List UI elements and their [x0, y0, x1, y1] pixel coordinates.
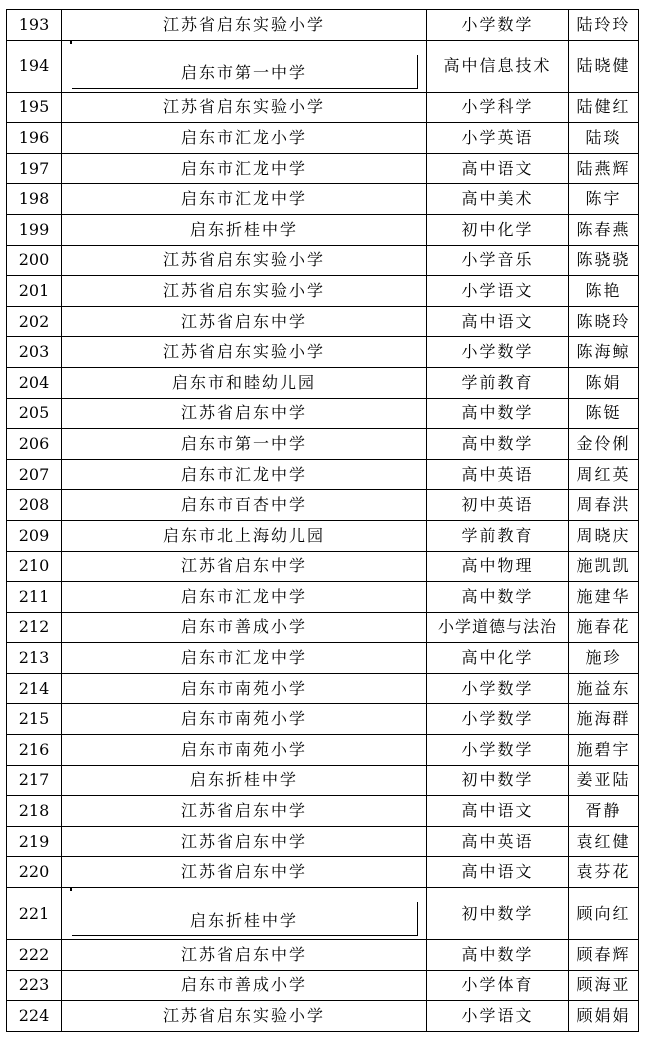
- subject-name: 高中英语: [427, 826, 569, 857]
- row-number: 220: [7, 857, 62, 888]
- school-name: 江苏省启东实验小学: [62, 10, 427, 41]
- row-number: 216: [7, 735, 62, 766]
- subject-name: 高中数学: [427, 940, 569, 971]
- roster-body: [7, 10, 639, 1032]
- table-row: [7, 643, 639, 674]
- school-name: 启东市善成小学: [62, 612, 427, 643]
- subject-name: 高中数学: [427, 429, 569, 460]
- row-number: 193: [7, 10, 62, 41]
- table-row: [7, 940, 639, 971]
- table-row: [7, 704, 639, 735]
- row-number: 218: [7, 796, 62, 827]
- table-row: [7, 306, 639, 337]
- table-row: [7, 184, 639, 215]
- subject-name: 高中语文: [427, 796, 569, 827]
- row-number: 212: [7, 612, 62, 643]
- row-number: 204: [7, 367, 62, 398]
- school-name: 启东市善成小学: [62, 970, 427, 1001]
- teacher-name: 陈艳: [569, 276, 639, 307]
- frame-corner-mark: [70, 888, 72, 891]
- teacher-name: 陆燕辉: [569, 153, 639, 184]
- subject-name: 小学体育: [427, 970, 569, 1001]
- school-name: 启东市百杏中学: [62, 490, 427, 521]
- table-row: [7, 214, 639, 245]
- row-number: 206: [7, 429, 62, 460]
- teacher-name: 顾向红: [569, 888, 639, 940]
- subject-name: 小学语文: [427, 276, 569, 307]
- school-name: 江苏省启东实验小学: [62, 337, 427, 368]
- teacher-name: 陆健红: [569, 92, 639, 123]
- row-number: 207: [7, 459, 62, 490]
- table-row: [7, 490, 639, 521]
- teacher-name: 施珍: [569, 643, 639, 674]
- row-number: 208: [7, 490, 62, 521]
- teacher-name: 陈娟: [569, 367, 639, 398]
- school-name: 江苏省启东实验小学: [62, 245, 427, 276]
- table-row: [7, 337, 639, 368]
- school-name: 江苏省启东中学: [62, 306, 427, 337]
- row-number: 194: [7, 40, 62, 92]
- subject-name: 高中信息技术: [427, 40, 569, 92]
- school-name: 江苏省启东中学: [62, 940, 427, 971]
- table-row: [7, 857, 639, 888]
- teacher-name: 周晓庆: [569, 520, 639, 551]
- teacher-name: 施益东: [569, 673, 639, 704]
- subject-name: 小学英语: [427, 123, 569, 154]
- teacher-name: 陈宇: [569, 184, 639, 215]
- school-name: 启东市第一中学: [62, 429, 427, 460]
- teacher-name: 施碧宇: [569, 735, 639, 766]
- subject-name: 高中数学: [427, 582, 569, 613]
- table-row: [7, 123, 639, 154]
- row-number: 209: [7, 520, 62, 551]
- row-number: 199: [7, 214, 62, 245]
- row-number: 214: [7, 673, 62, 704]
- row-number: 217: [7, 765, 62, 796]
- school-name: 启东折桂中学: [62, 765, 427, 796]
- school-name: 启东市和睦幼儿园: [62, 367, 427, 398]
- teacher-name: 施建华: [569, 582, 639, 613]
- subject-name: 小学音乐: [427, 245, 569, 276]
- table-row: [7, 153, 639, 184]
- school-name: 启东折桂中学: [62, 214, 427, 245]
- school-name: 江苏省启东中学: [62, 857, 427, 888]
- teacher-name: 陈骁骁: [569, 245, 639, 276]
- school-name: 江苏省启东中学: [62, 551, 427, 582]
- teacher-name: 袁红健: [569, 826, 639, 857]
- frame-corner-mark: [70, 41, 72, 44]
- school-name: 启东市第一中学: [180, 63, 307, 83]
- table-row: [7, 398, 639, 429]
- teacher-name: 顾娟娟: [569, 1001, 639, 1032]
- school-name: 启东市汇龙中学: [62, 153, 427, 184]
- table-row: [7, 612, 639, 643]
- table-row: [7, 92, 639, 123]
- school-name: 启东市汇龙中学: [62, 184, 427, 215]
- teacher-name: 陆晓健: [569, 40, 639, 92]
- teacher-name: 金伶俐: [569, 429, 639, 460]
- teacher-name: 周春洪: [569, 490, 639, 521]
- table-row: [7, 582, 639, 613]
- subject-name: 小学数学: [427, 10, 569, 41]
- school-name: 启东市南苑小学: [62, 673, 427, 704]
- row-number: 215: [7, 704, 62, 735]
- table-row: [7, 245, 639, 276]
- teacher-name: 陈海鲸: [569, 337, 639, 368]
- teacher-name: 顾海亚: [569, 970, 639, 1001]
- subject-name: 高中英语: [427, 459, 569, 490]
- subject-name: 小学数学: [427, 337, 569, 368]
- school-name: 启东市南苑小学: [62, 704, 427, 735]
- school-name: 启东市汇龙中学: [62, 582, 427, 613]
- teacher-roster-table: [6, 9, 639, 1032]
- school-name: 江苏省启东实验小学: [62, 92, 427, 123]
- subject-name: 小学数学: [427, 735, 569, 766]
- row-number: 195: [7, 92, 62, 123]
- table-row: [7, 520, 639, 551]
- table-row: [7, 10, 639, 41]
- subject-name: 高中语文: [427, 153, 569, 184]
- subject-name: 高中数学: [427, 398, 569, 429]
- table-row: [7, 888, 639, 940]
- row-number: 213: [7, 643, 62, 674]
- subject-name: 小学数学: [427, 673, 569, 704]
- school-name: 启东市南苑小学: [62, 735, 427, 766]
- row-number: 197: [7, 153, 62, 184]
- teacher-name: 陈晓玲: [569, 306, 639, 337]
- row-number: 198: [7, 184, 62, 215]
- table-row: [7, 673, 639, 704]
- row-number: 200: [7, 245, 62, 276]
- row-number: 224: [7, 1001, 62, 1032]
- row-number: 211: [7, 582, 62, 613]
- school-name: 江苏省启东实验小学: [62, 276, 427, 307]
- table-row: [7, 826, 639, 857]
- table-row: [7, 765, 639, 796]
- subject-name: 学前教育: [427, 367, 569, 398]
- teacher-name: 顾春辉: [569, 940, 639, 971]
- table-row: [7, 551, 639, 582]
- teacher-name: 陆琰: [569, 123, 639, 154]
- row-number: 219: [7, 826, 62, 857]
- table-row: [7, 970, 639, 1001]
- row-number: 205: [7, 398, 62, 429]
- table-row: [7, 735, 639, 766]
- subject-name: 初中英语: [427, 490, 569, 521]
- subject-name: 初中数学: [427, 765, 569, 796]
- school-name: 启东市汇龙中学: [62, 643, 427, 674]
- subject-name: 高中语文: [427, 306, 569, 337]
- subject-name: 小学数学: [427, 704, 569, 735]
- school-name: 江苏省启东中学: [62, 796, 427, 827]
- teacher-name: 周红英: [569, 459, 639, 490]
- teacher-name: 施凯凯: [569, 551, 639, 582]
- school-name: 江苏省启东实验小学: [62, 1001, 427, 1032]
- table-row: [7, 40, 639, 92]
- school-name: 江苏省启东中学: [62, 398, 427, 429]
- table-row: [7, 459, 639, 490]
- row-number: 210: [7, 551, 62, 582]
- teacher-name: 陈铤: [569, 398, 639, 429]
- subject-name: 高中美术: [427, 184, 569, 215]
- school-name: 江苏省启东中学: [62, 826, 427, 857]
- subject-name: 小学道德与法治: [427, 612, 569, 643]
- teacher-name: 陈春燕: [569, 214, 639, 245]
- subject-name: 高中物理: [427, 551, 569, 582]
- row-number: 222: [7, 940, 62, 971]
- table-row: [7, 429, 639, 460]
- school-name-cell: [62, 888, 427, 940]
- subject-name: 小学科学: [427, 92, 569, 123]
- row-number: 202: [7, 306, 62, 337]
- teacher-name: 胥静: [569, 796, 639, 827]
- table-row: [7, 367, 639, 398]
- teacher-name: 陆玲玲: [569, 10, 639, 41]
- school-name: 启东市汇龙小学: [62, 123, 427, 154]
- school-name: 启东市汇龙中学: [62, 459, 427, 490]
- row-number: 221: [7, 888, 62, 940]
- subject-name: 高中化学: [427, 643, 569, 674]
- teacher-name: 姜亚陆: [569, 765, 639, 796]
- subject-name: 初中化学: [427, 214, 569, 245]
- teacher-name: 施海群: [569, 704, 639, 735]
- table-row: [7, 276, 639, 307]
- subject-name: 初中数学: [427, 888, 569, 940]
- table-row: [7, 796, 639, 827]
- subject-name: 小学语文: [427, 1001, 569, 1032]
- row-number: 196: [7, 123, 62, 154]
- row-number: 201: [7, 276, 62, 307]
- row-number: 203: [7, 337, 62, 368]
- table-row: [7, 1001, 639, 1032]
- school-name: 启东折桂中学: [189, 910, 298, 930]
- teacher-name: 袁芬花: [569, 857, 639, 888]
- school-name: 启东市北上海幼儿园: [62, 520, 427, 551]
- subject-name: 高中语文: [427, 857, 569, 888]
- row-number: 223: [7, 970, 62, 1001]
- school-name-cell: [62, 40, 427, 92]
- teacher-name: 施春花: [569, 612, 639, 643]
- subject-name: 学前教育: [427, 520, 569, 551]
